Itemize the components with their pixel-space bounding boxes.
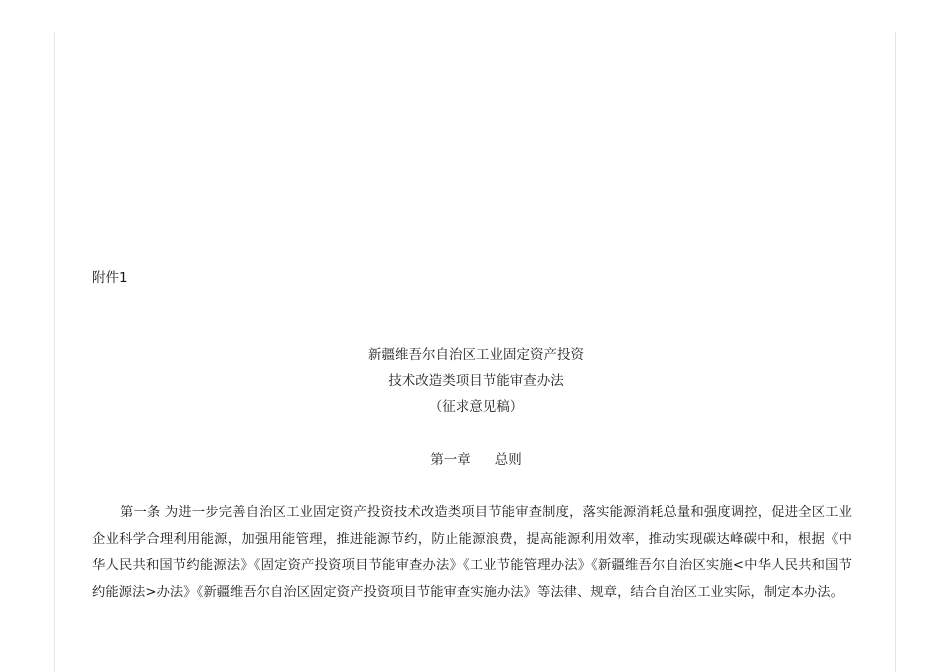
chapter-name: 总则: [494, 452, 522, 468]
chapter-heading: [55, 451, 897, 469]
title-subtitle-draft: （征求意见稿）: [428, 399, 524, 415]
chapter-number: 第一章: [430, 452, 471, 468]
title-line-2: 技术改造类项目节能审查办法: [388, 373, 564, 389]
document-title: [55, 346, 897, 424]
article-1-paragraph: 第一条 为进一步完善自治区工业固定资产投资技术改造类项目节能审查制度，落实能源消耗总量和强度调控，促进全区工业企业科学合理利用能源，加强用能管理，推进能源节约，防止能源浪费，提高能源利用效率，推动实现碳达峰碳中和，根据《中华人民共和国节约能源法》《固定资产投资项目节能审查办法》《工业节能管理办法》《新疆维吾尔自治区实施<中华人民共和国节约能源法>办法》《新疆维吾尔自治区固定资产投资项目节能审查实施办法》等法律、规章，结合自治区工业实际，制定本办法。: [92, 505, 852, 600]
title-line-1: 新疆维吾尔自治区工业固定资产投资: [368, 347, 584, 363]
attachment-label: 附件1: [92, 270, 128, 286]
document-page: [54, 32, 896, 672]
